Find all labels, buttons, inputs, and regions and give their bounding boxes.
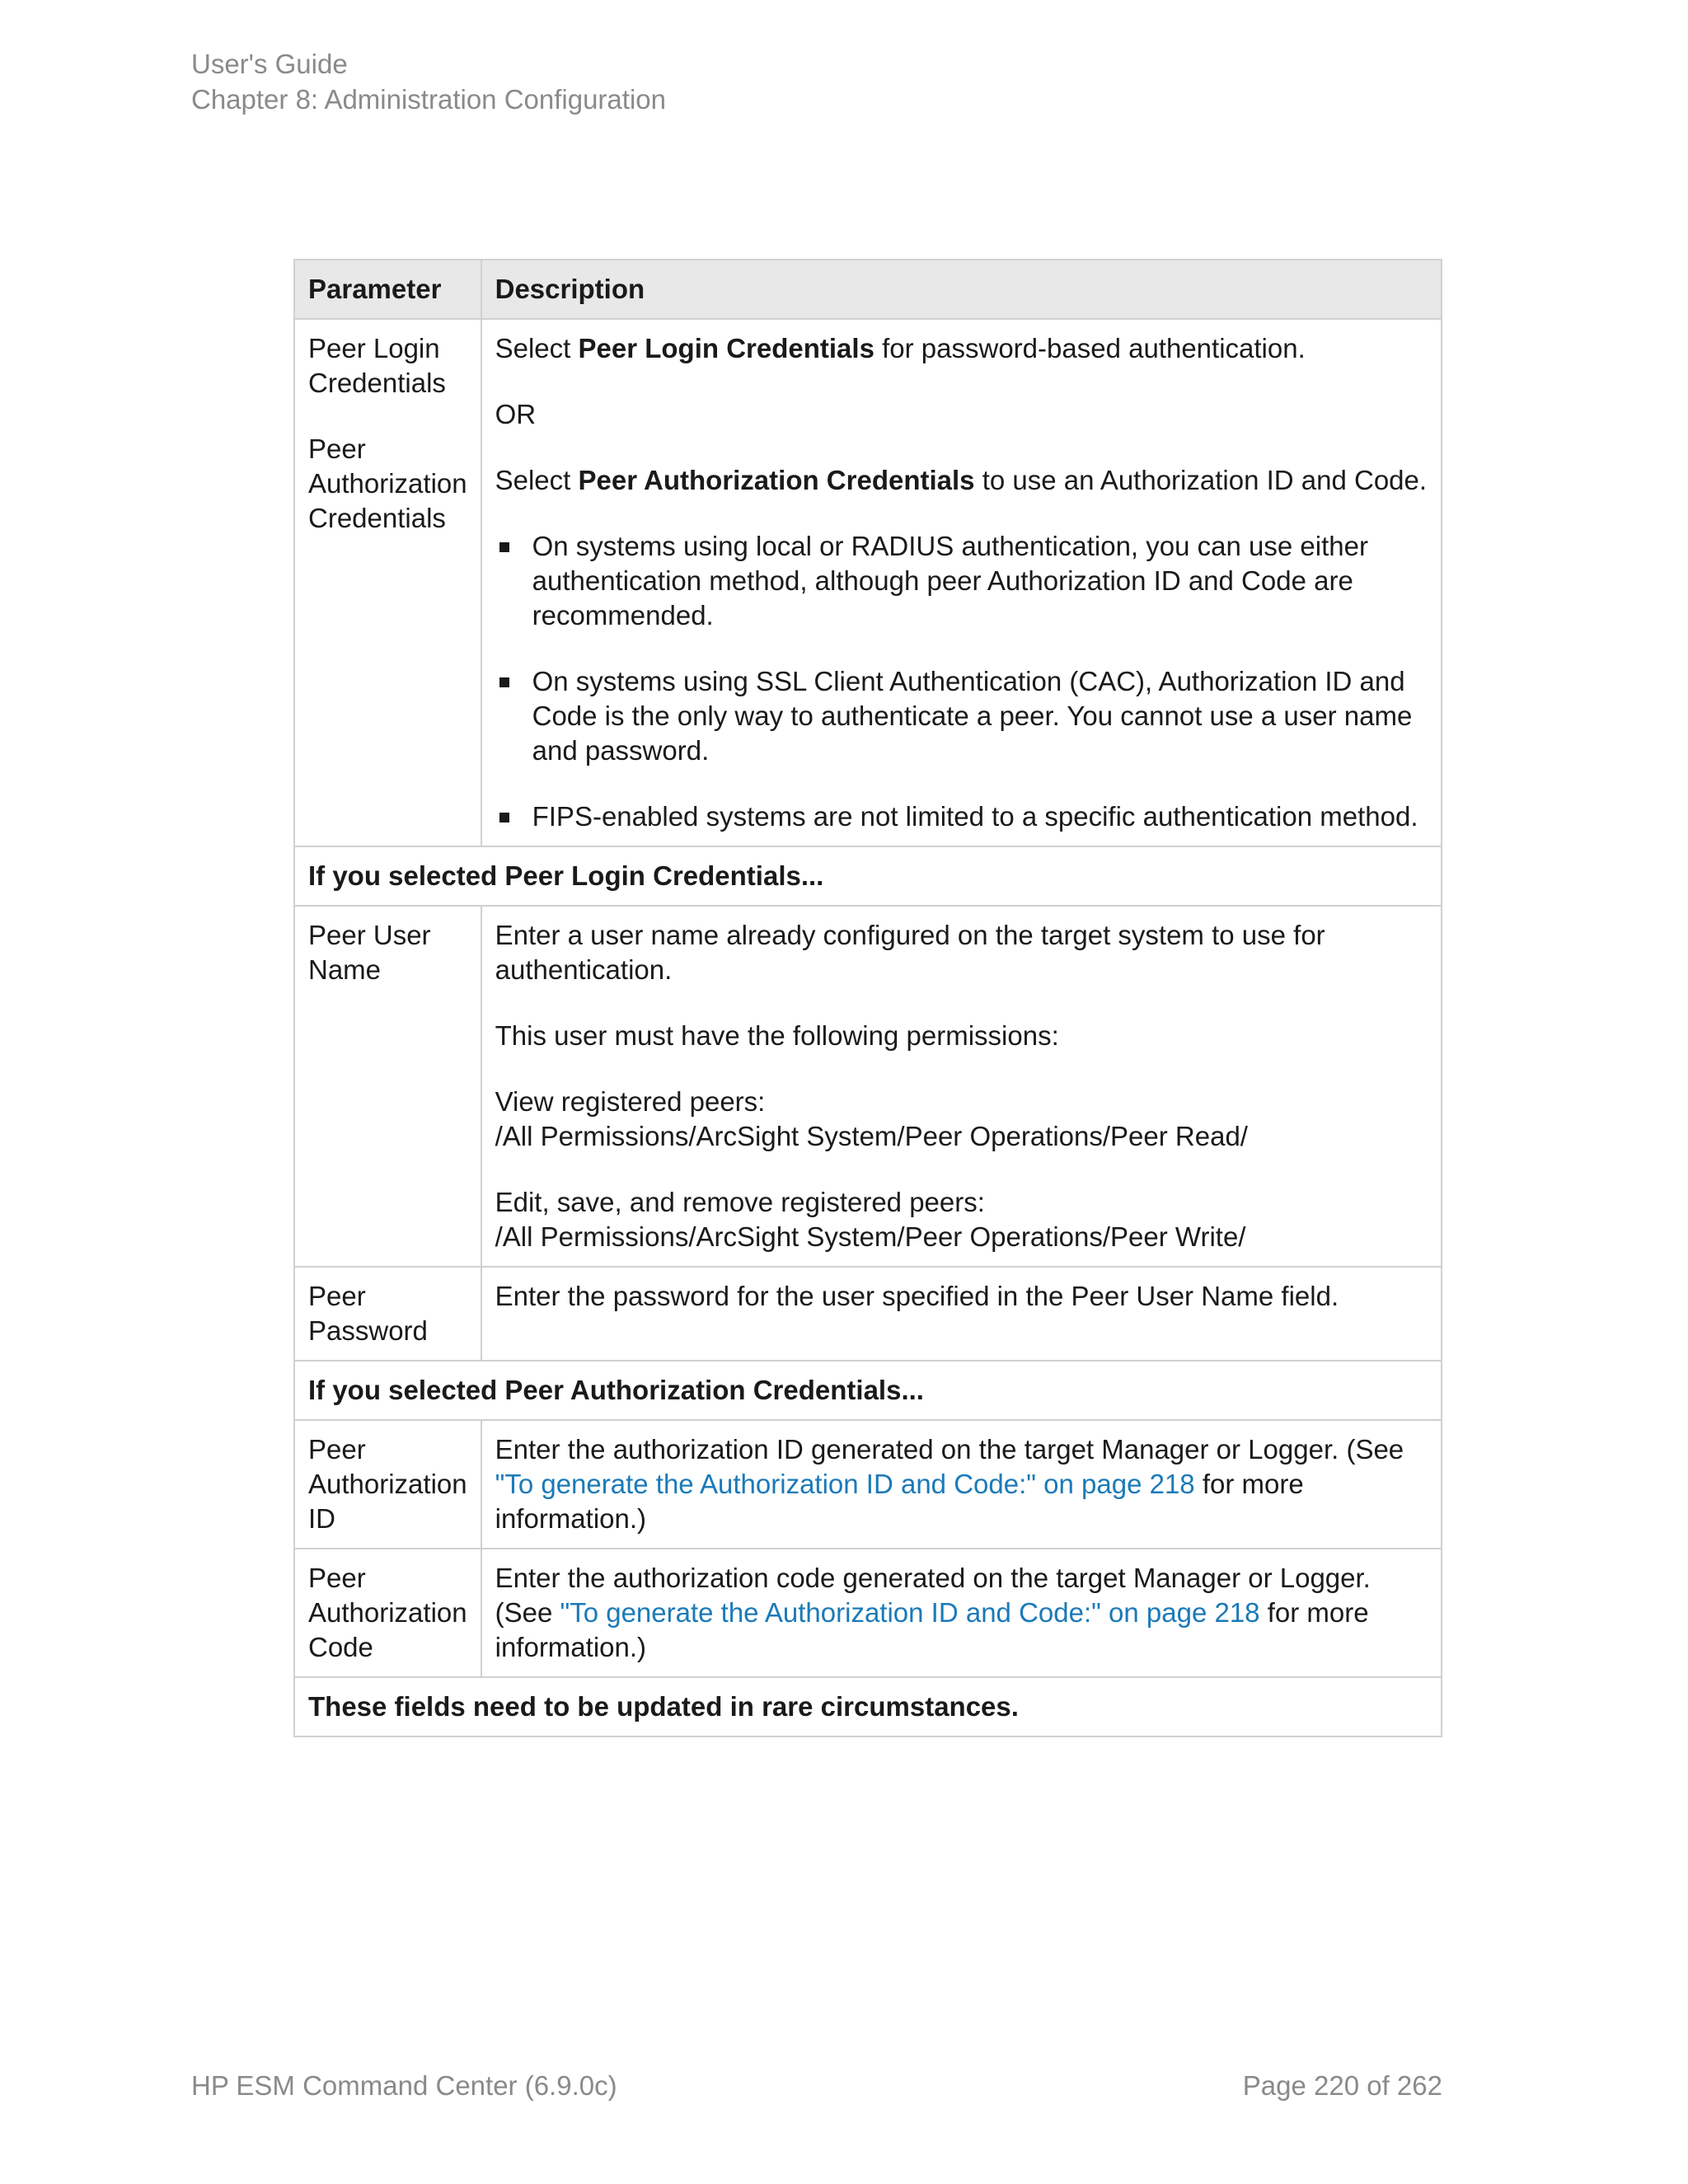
list-item bbox=[495, 799, 1428, 834]
list-item bbox=[495, 664, 1428, 768]
table-row-peer-authorization-code bbox=[294, 1549, 1442, 1677]
table-row-peer-user-name bbox=[294, 906, 1442, 1267]
permission-path: /All Permissions/ArcSight System/Peer Operations/Peer Write/ bbox=[495, 1221, 1246, 1252]
param-peer-authorization-id: Peer Authorization ID bbox=[294, 1420, 481, 1549]
text-fragment: Select bbox=[495, 333, 579, 363]
desc-user-name: Enter a user name already configured on the target system to use for authentication. bbox=[495, 920, 1325, 985]
desc-peer-password: Enter the password for the user specified in the Peer User Name field. bbox=[481, 1267, 1442, 1361]
param-peer-authorization-code: Peer Authorization Code bbox=[294, 1549, 481, 1677]
text-fragment: Enter the authorization ID generated on the target Manager or Logger. (See bbox=[495, 1434, 1404, 1465]
desc-select-login bbox=[495, 331, 1428, 366]
text-fragment: to use an Authorization ID and Code. bbox=[974, 465, 1428, 495]
section-row-authorization bbox=[294, 1361, 1442, 1420]
list-item-text: On systems using SSL Client Authentication (CAC), Authorization ID and Code is the only way to authenticate a peer. You cannot use a user name and password. bbox=[532, 666, 1413, 766]
desc-select-authorization bbox=[495, 463, 1428, 498]
square-bullet-icon bbox=[499, 677, 509, 687]
bold-term: Peer Login Credentials bbox=[578, 333, 874, 363]
section-heading: These fields need to be updated in rare circumstances. bbox=[294, 1677, 1442, 1736]
text-fragment: for more information.) bbox=[495, 1597, 1369, 1662]
table-row-peer-authorization-id bbox=[294, 1420, 1442, 1549]
desc-peer-authorization-id bbox=[481, 1420, 1442, 1549]
running-header bbox=[191, 46, 666, 117]
list-item-text: On systems using local or RADIUS authentication, you can use either authentication method, although peer Authorization ID and Code are recommended. bbox=[532, 531, 1368, 630]
square-bullet-icon bbox=[499, 542, 509, 552]
permission-label: Edit, save, and remove registered peers: bbox=[495, 1187, 985, 1217]
column-header-parameter: Parameter bbox=[294, 260, 481, 319]
section-row-rare bbox=[294, 1677, 1442, 1736]
permission-view bbox=[495, 1085, 1428, 1154]
table-row-peer-password bbox=[294, 1267, 1442, 1361]
bold-term: Peer Authorization Credentials bbox=[578, 465, 975, 495]
chapter-title: Chapter 8: Administration Configuration bbox=[191, 84, 666, 115]
permission-label: View registered peers: bbox=[495, 1086, 766, 1117]
param-peer-user-name: Peer User Name bbox=[294, 906, 481, 1267]
desc-or: OR bbox=[495, 399, 537, 429]
text-fragment: Select bbox=[495, 465, 579, 495]
text-fragment: for more information.) bbox=[495, 1469, 1304, 1534]
param-peer-authorization-credentials: Peer Authorization Credentials bbox=[308, 434, 467, 533]
footer-page-number: Page 220 of 262 bbox=[1242, 2070, 1442, 2101]
table-row-credentials bbox=[294, 319, 1442, 846]
permission-path: /All Permissions/ArcSight System/Peer Operations/Peer Read/ bbox=[495, 1121, 1248, 1151]
cross-reference-link[interactable]: "To generate the Authorization ID and Code:" on page 218 bbox=[560, 1597, 1260, 1628]
list-item bbox=[495, 529, 1428, 633]
guide-title: User's Guide bbox=[191, 49, 348, 79]
section-row-login bbox=[294, 846, 1442, 906]
description-cell bbox=[481, 319, 1442, 846]
footer-product: HP ESM Command Center (6.9.0c) bbox=[191, 2070, 617, 2101]
desc-permissions: This user must have the following permissions: bbox=[495, 1020, 1059, 1051]
square-bullet-icon bbox=[499, 813, 509, 823]
table-header-row bbox=[294, 260, 1442, 319]
param-peer-password: Peer Password bbox=[294, 1267, 481, 1361]
text-fragment: for password-based authentication. bbox=[874, 333, 1306, 363]
cross-reference-link[interactable]: "To generate the Authorization ID and Code:" on page 218 bbox=[495, 1469, 1195, 1499]
param-cell bbox=[294, 319, 481, 846]
desc-peer-authorization-code bbox=[481, 1549, 1442, 1677]
description-cell bbox=[481, 906, 1442, 1267]
list-item-text: FIPS-enabled systems are not limited to a specific authentication method. bbox=[532, 801, 1418, 832]
section-heading: If you selected Peer Authorization Credentials... bbox=[294, 1361, 1442, 1420]
text-fragment: Enter the authorization code generated on the target Manager or Logger. (See bbox=[495, 1563, 1371, 1628]
bullet-list bbox=[495, 529, 1428, 834]
permission-edit bbox=[495, 1185, 1428, 1254]
param-peer-login-credentials: Peer Login Credentials bbox=[308, 333, 446, 398]
parameter-table bbox=[293, 259, 1442, 1737]
section-heading: If you selected Peer Login Credentials... bbox=[294, 846, 1442, 906]
column-header-description: Description bbox=[481, 260, 1442, 319]
